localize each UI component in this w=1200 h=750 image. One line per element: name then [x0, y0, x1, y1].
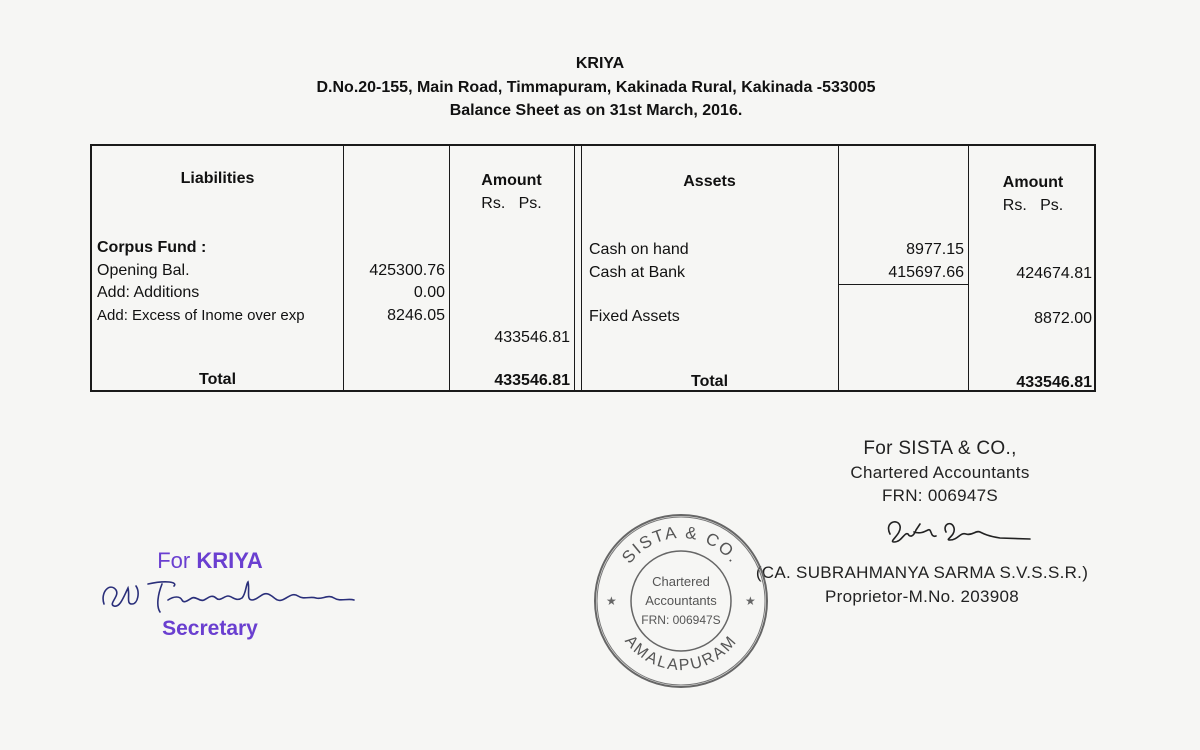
seal-line: FRN: 006947S	[641, 613, 721, 627]
liability-value: 0.00	[413, 284, 445, 301]
asset-label: Fixed Assets	[589, 308, 680, 325]
sista-co-seal	[592, 512, 770, 690]
seal-line: Accountants	[645, 593, 717, 608]
auditor-name: (CA. SUBRAHMANYA SARMA S.V.S.S.R.)	[755, 563, 1089, 582]
auditor-role: Chartered Accountants	[850, 463, 1030, 482]
secretary-signature	[96, 574, 386, 618]
asset-label: Cash on hand	[589, 241, 689, 258]
auditor-signature	[880, 512, 1040, 548]
seal-bottom-text: AMALAPURAM	[621, 632, 741, 675]
asset-value: 8977.15	[906, 241, 964, 258]
corpus-fund-label: Corpus Fund :	[97, 239, 207, 256]
kriya-stamp-header	[110, 548, 310, 574]
asset-amount: 8872.00	[1034, 310, 1092, 327]
auditor-frn: FRN: 006947S	[881, 486, 999, 505]
kriya-stamp-org: KRIYA	[196, 548, 263, 573]
column-divider	[574, 146, 575, 390]
asset-amount: 424674.81	[1016, 265, 1092, 282]
kriya-stamp-designation: Secretary	[162, 617, 258, 640]
document-title: Balance Sheet as on 31st March, 2016.	[449, 102, 743, 119]
asset-value: 415697.66	[888, 264, 964, 281]
assets-total-label: Total	[690, 373, 729, 390]
seal-top-text: SISTA & CO.	[618, 522, 745, 568]
org-name: KRIYA	[575, 55, 625, 72]
svg-text:AMALAPURAM	[621, 632, 741, 674]
liability-label: Add: Additions	[97, 284, 200, 301]
liability-label: Add: Excess of Inome over exp	[97, 307, 305, 324]
liabilities-total: 433546.81	[494, 372, 570, 389]
liabilities-subtotal: 433546.81	[494, 329, 570, 346]
asset-label: Cash at Bank	[589, 264, 686, 281]
subtotal-rule	[838, 284, 968, 285]
svg-text:★: ★	[745, 594, 756, 608]
liability-value: 425300.76	[369, 262, 445, 279]
assets-amount-header: Amount	[1002, 174, 1064, 191]
balance-sheet-table	[90, 144, 1096, 392]
liabilities-amount-units: Rs. Ps.	[481, 195, 542, 212]
auditor-designation: Proprietor-M.No. 203908	[825, 587, 1019, 606]
assets-amount-units: Rs. Ps.	[1002, 197, 1064, 214]
assets-total: 433546.81	[1016, 374, 1092, 391]
svg-text:★: ★	[606, 594, 617, 608]
liabilities-header: Liabilities	[180, 170, 255, 187]
auditor-for-line: For SISTA & CO.,	[863, 438, 1017, 459]
seal-line: Chartered	[652, 574, 710, 589]
liability-value: 8246.05	[387, 307, 445, 324]
liabilities-amount-header: Amount	[481, 172, 542, 189]
liabilities-total-label: Total	[198, 371, 237, 388]
assets-header: Assets	[683, 173, 736, 190]
org-address: D.No.20-155, Main Road, Timmapuram, Kakinada Rural, Kakinada -533005	[316, 79, 876, 96]
kriya-stamp-for: For	[157, 548, 191, 573]
liability-label: Opening Bal.	[97, 262, 190, 279]
